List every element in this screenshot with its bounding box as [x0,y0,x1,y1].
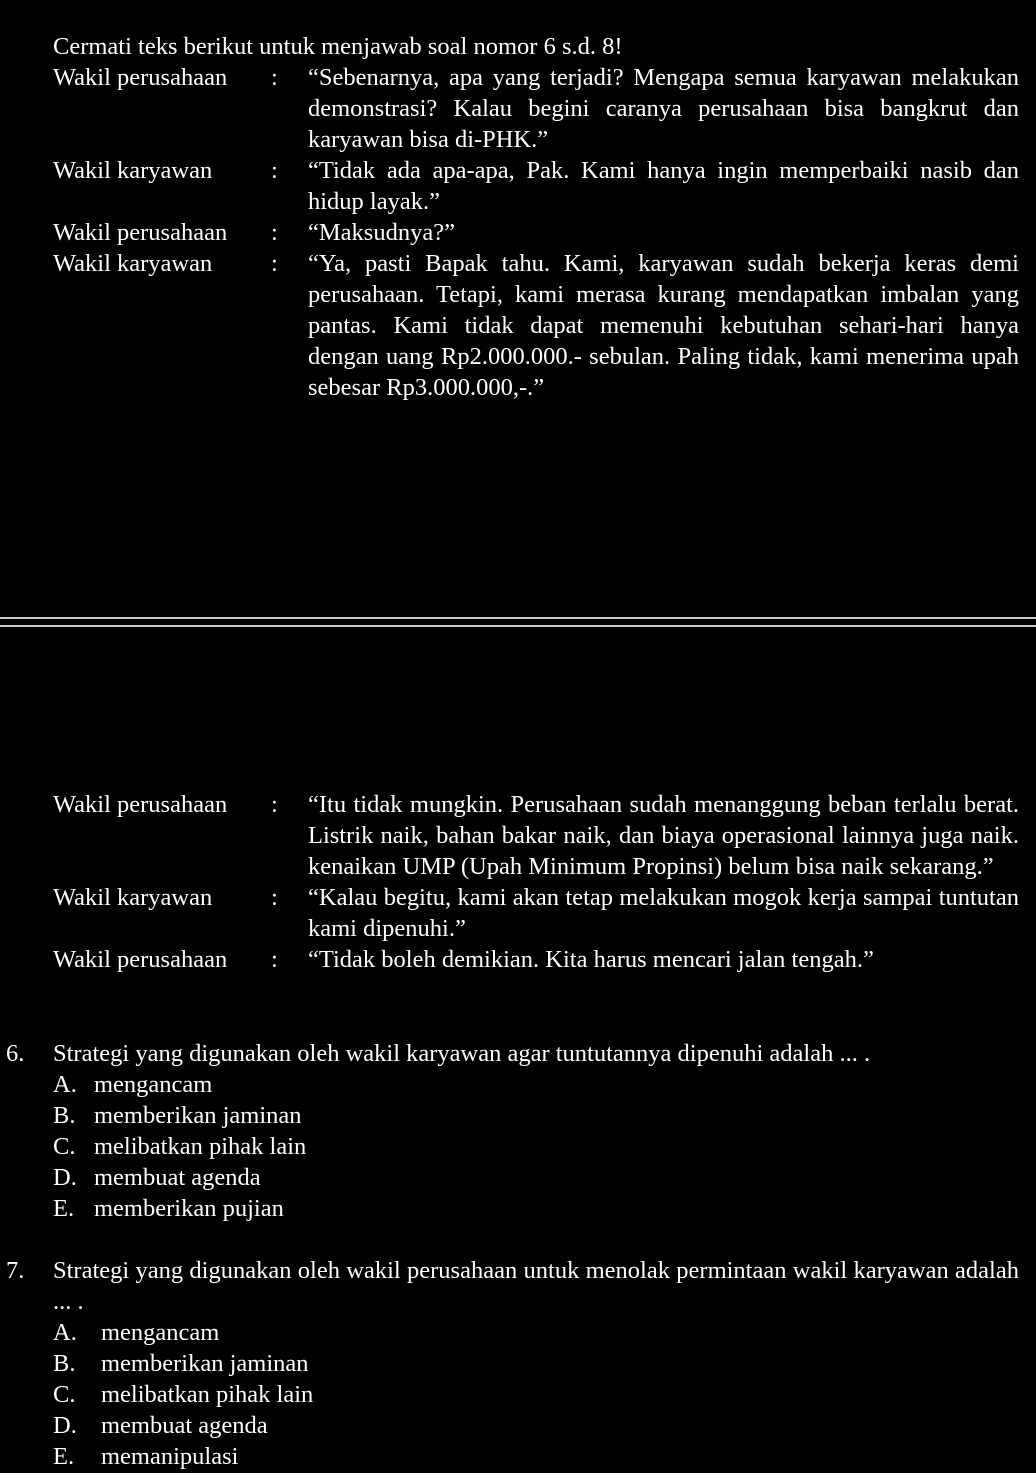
speaker-label: Wakil perusahaan [53,219,228,246]
speaker-label: Wakil karyawan [53,884,213,911]
answer-option-b[interactable] [53,1348,1019,1379]
dialog-turn [53,62,1019,155]
speaker-colon: : [271,157,278,184]
speaker-colon: : [271,884,278,911]
option-text: memberikan jaminan [101,1350,309,1377]
speaker-label: Wakil karyawan [53,157,213,184]
dialog-turn [53,248,1019,403]
question-text: Strategi yang digunakan oleh wakil perusahaan untuk menolak permintaan wakil karyawan adalah ... . [53,1257,1019,1315]
answer-option-d[interactable] [53,1410,1019,1441]
page-divider [0,617,1036,619]
speaker-colon: : [271,946,278,973]
speech-text: “Maksudnya?” [308,219,455,246]
question-text: Strategi yang digunakan oleh wakil karyawan agar tuntutannya dipenuhi adalah ... . [53,1040,871,1067]
option-text: melibatkan pihak lain [94,1133,307,1160]
speech-text: “Tidak ada apa-apa, Pak. Kami hanya ingin memperbaiki nasib dan hidup layak.” [308,157,1019,215]
option-letter: E. [53,1195,75,1222]
speaker-colon: : [271,219,278,246]
speaker-colon: : [271,64,278,91]
question-number: 6. [6,1040,25,1067]
speech-text: “Tidak boleh demikian. Kita harus mencari jalan tengah.” [308,946,874,973]
question-number: 7. [6,1257,25,1284]
answer-options [0,1317,1019,1472]
speech-text: “Ya, pasti Bapak tahu. Kami, karyawan sudah bekerja keras demi perusahaan. Tetapi, kami merasa kurang mendapatkan imbalan yang pantas. Kami tidak dapat memenuhi kebutuhan sehari-hari hanya dengan uang Rp2.000.000.- sebulan. Paling tidak, kami menerima upah sebesar Rp3.000.000,-.” [308,250,1019,401]
answer-option-a[interactable] [53,1069,1019,1100]
dialog-turn [53,155,1019,217]
option-text: memberikan jaminan [94,1102,302,1129]
question-6 [0,1038,1019,1224]
dialog-part-2 [53,789,1019,975]
option-letter: D. [53,1164,77,1191]
answer-options [0,1069,1019,1224]
speech-text: “Sebenarnya, apa yang terjadi? Mengapa semua karyawan melakukan demonstrasi? Kalau begini caranya perusahaan bisa bangkrut dan karyawan bisa di-PHK.” [308,64,1019,153]
answer-option-d[interactable] [53,1162,1019,1193]
option-letter: C. [53,1133,76,1160]
answer-option-c[interactable] [53,1131,1019,1162]
answer-option-a[interactable] [53,1317,1019,1348]
option-letter: C. [53,1381,76,1408]
question-7 [0,1255,1019,1472]
option-letter: E. [53,1443,75,1470]
option-text: membuat agenda [94,1164,261,1191]
option-text: memberikan pujian [94,1195,284,1222]
dialog-turn [53,789,1019,882]
speech-text: “Itu tidak mungkin. Perusahaan sudah menanggung beban terlalu berat. Listrik naik, bahan bakar naik, dan biaya operasional lainnya juga naik. kenaikan UMP (Upah Minimum Propinsi) belum bisa naik sekarang.” [308,791,1019,880]
option-text: mengancam [101,1319,220,1346]
option-letter: B. [53,1102,76,1129]
answer-option-e[interactable] [53,1193,1019,1224]
option-text: memanipulasi [101,1443,239,1470]
answer-option-e[interactable] [53,1441,1019,1472]
option-text: mengancam [94,1071,213,1098]
speaker-label: Wakil perusahaan [53,64,228,91]
speaker-colon: : [271,791,278,818]
dialog-turn [53,944,1019,975]
speaker-label: Wakil karyawan [53,250,213,277]
option-letter: A. [53,1319,77,1346]
option-letter: D. [53,1412,77,1439]
dialog-turn [53,217,1019,248]
option-letter: B. [53,1350,76,1377]
answer-option-b[interactable] [53,1100,1019,1131]
speech-text: “Kalau begitu, kami akan tetap melakukan mogok kerja sampai tuntutan kami dipenuhi.” [308,884,1019,942]
option-text: membuat agenda [101,1412,268,1439]
speaker-colon: : [271,250,278,277]
speaker-label: Wakil perusahaan [53,946,228,973]
option-letter: A. [53,1071,77,1098]
speaker-label: Wakil perusahaan [53,791,228,818]
dialog-part-1 [53,62,1019,403]
instruction-text: Cermati teks berikut untuk menjawab soal nomor 6 s.d. 8! [53,33,623,60]
option-text: melibatkan pihak lain [101,1381,314,1408]
page-divider [0,625,1036,627]
answer-option-c[interactable] [53,1379,1019,1410]
dialog-turn [53,882,1019,944]
